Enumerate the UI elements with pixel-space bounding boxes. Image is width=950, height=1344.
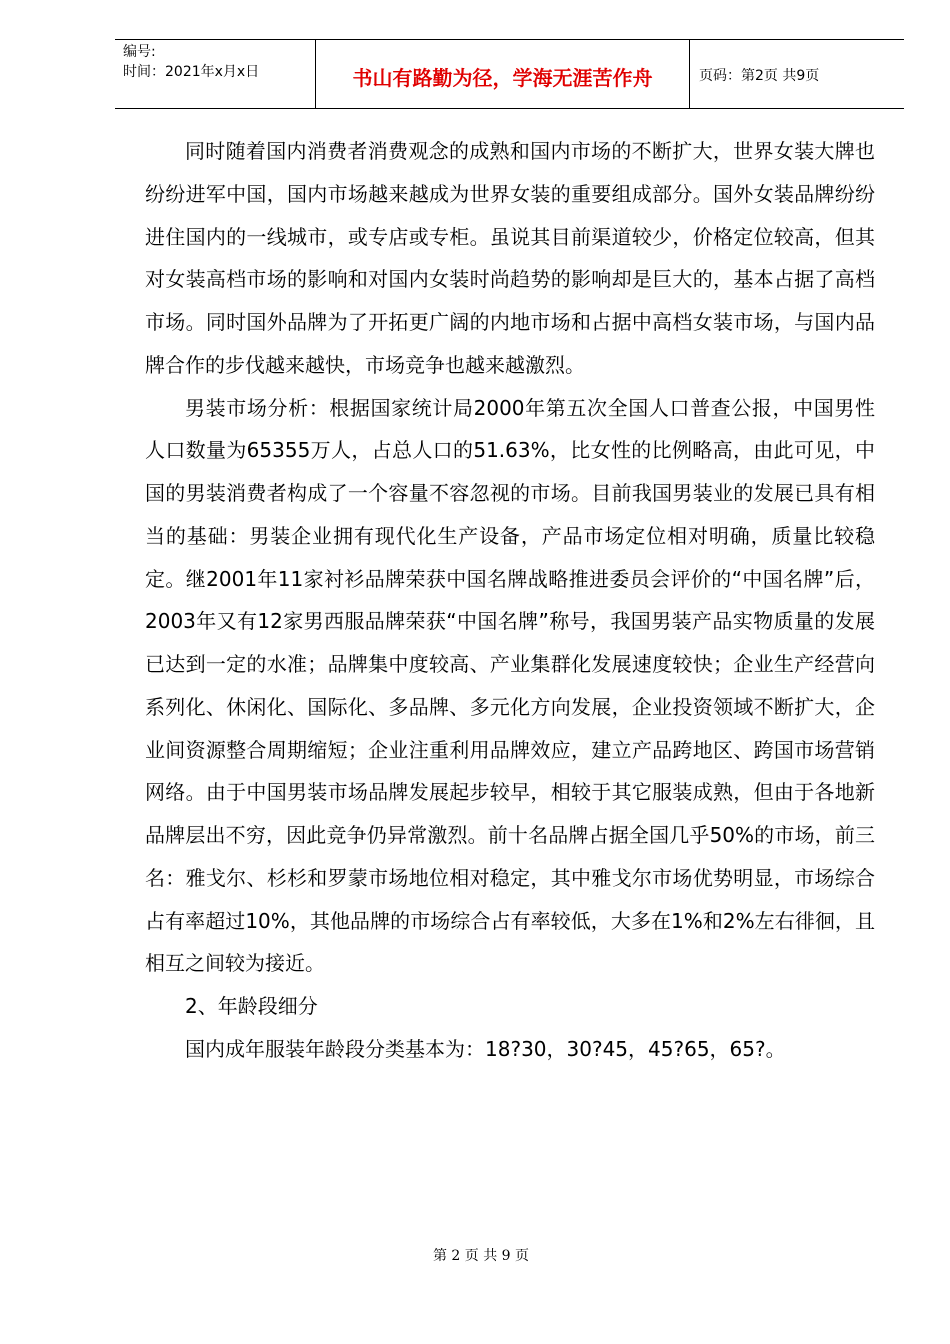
paragraph-womens-market: 同时随着国内消费者消费观念的成熟和国内市场的不断扩大，世界女装大牌也纷纷进军中国，国内市场越来越成为世界女装的重要组成部分。国外女装品牌纷纷进住国内的一线城市，或专店或专柜。虽说其目前渠道较少，价格定位较高，但其对女装高档市场的影响和对国内女装时尚趋势的影响却是巨大的，基本占据了高档市场。同时国外品牌为了开拓更广阔的内地市场和占据中高档女装市场，与国内品牌合作的步伐越来越快，市场竞争也越来越激烈。	[145, 139, 875, 377]
document-body	[145, 130, 875, 1071]
header-motto: 书山有路勤为径，学海无涯苦作舟	[352, 65, 653, 90]
page-footer: 第 2 页 共 9 页	[432, 1248, 530, 1264]
document-number-label: 编号:	[123, 44, 156, 60]
page-header	[115, 39, 904, 109]
paragraph-age-segments: 国内成年服装年龄段分类基本为：18?30，30?45，45?65，65?。	[185, 1036, 786, 1061]
header-meta-cell	[115, 40, 316, 108]
header-motto-cell	[316, 40, 690, 108]
paragraph-mens-market: 男装市场分析：根据国家统计局2000年第五次全国人口普查公报，中国男性人口数量为65355万人，占总人口的51.63%，比女性的比例略高，由此可见，中国的男装消费者构成了一个容量不容忽视的市场。目前我国男装业的发展已具有相当的基础：男装企业拥有现代化生产设备，产品市场定位相对明确，质量比较稳定。继2001年11家衬衫品牌荣获中国名牌战略推进委员会评价的“中国名牌”后，2003年又有12家男西服品牌荣获“中国名牌”称号，我国男装产品实物质量的发展已达到一定的水准；品牌集中度较高、产业集群化发展速度较快；企业生产经营向系列化、休闲化、国际化、多品牌、多元化方向发展，企业投资领域不断扩大，企业间资源整合周期缩短；企业注重利用品牌效应，建立产品跨地区、跨国市场营销网络。由于中国男装市场品牌发展起步较早，相较于其它服装成熟，但由于各地新品牌层出不穷，因此竞争仍异常激烈。前十名品牌占据全国几乎50%的市场，前三名：雅戈尔、杉杉和罗蒙市场地位相对稳定，其中雅戈尔市场优势明显，市场综合占有率超过10%，其他品牌的市场综合占有率较低，大多在1%和2%左右徘徊，且相互之间较为接近。	[145, 395, 875, 976]
header-page-indicator: 页码：第2页 共9页	[699, 68, 820, 84]
document-time-label: 时间：2021年x月x日	[123, 64, 260, 80]
section-heading-age-segment: 2、年龄段细分	[185, 994, 318, 1018]
